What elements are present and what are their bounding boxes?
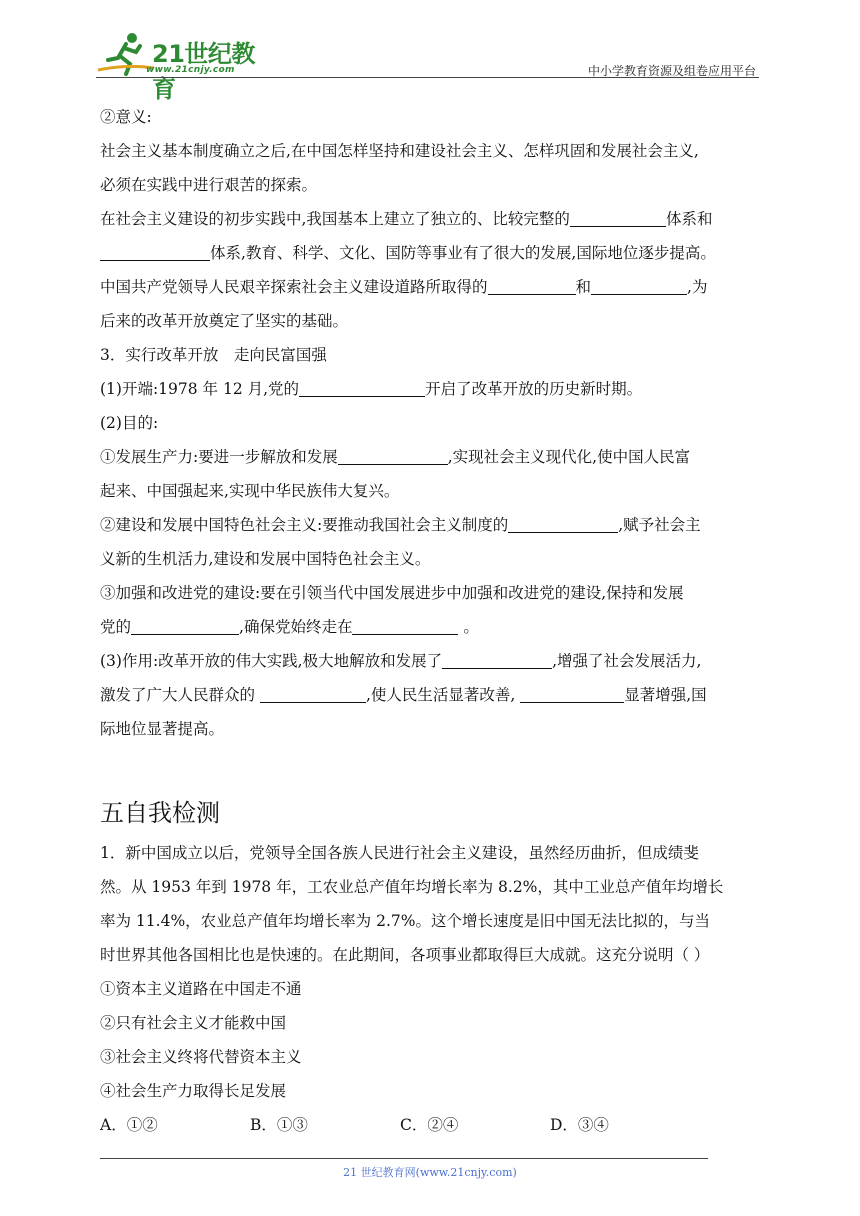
answer-options	[100, 1108, 770, 1142]
fill-blank	[131, 617, 239, 635]
text-line	[100, 406, 760, 440]
text-segment: 显著增强,国	[624, 686, 707, 704]
fill-blank	[570, 209, 666, 227]
text-segment: 必须在实践中进行艰苦的探索。	[100, 176, 318, 194]
page-header	[96, 30, 758, 103]
footer-divider	[100, 1158, 708, 1159]
text-line	[100, 134, 760, 168]
fill-blank	[591, 277, 687, 295]
text-line	[100, 610, 760, 644]
text-segment: 体系和	[665, 210, 713, 228]
fill-blank	[520, 685, 624, 703]
fill-blank	[488, 277, 576, 295]
text-line	[100, 168, 760, 202]
answer-option[interactable]: A．①②	[100, 1116, 158, 1134]
text-line	[100, 202, 760, 236]
text-segment: ,使人民生活显著改善,	[365, 686, 521, 704]
text-segment: 社会主义基本制度确立之后,在中国怎样坚持和建设社会主义、怎样巩固和发展社会主义,	[100, 142, 699, 160]
text-line	[100, 338, 760, 372]
fill-blank	[442, 651, 552, 669]
text-segment: ,确保党始终走在	[239, 618, 353, 636]
text-segment: 起来、中国强起来,实现中华民族伟大复兴。	[100, 482, 400, 500]
fill-blank	[299, 379, 425, 397]
body-text	[100, 100, 760, 746]
text-segment: (3)作用:改革开放的伟大实践,极大地解放和发展了	[100, 652, 443, 670]
fill-blank	[352, 617, 458, 635]
text-segment: 在社会主义建设的初步实践中,我国基本上建立了独立的、比较完整的	[100, 210, 570, 228]
text-line	[100, 100, 760, 134]
answer-option[interactable]: D．③④	[550, 1116, 609, 1134]
text-segment: ②意义:	[100, 108, 152, 126]
text-segment: 际地位显著提高。	[100, 720, 225, 738]
text-line	[100, 440, 760, 474]
text-segment: ,实现社会主义现代化,使中国人民富	[447, 448, 691, 466]
section-title: 五自我检测	[100, 799, 220, 827]
text-segment: 义新的生机活力,建设和发展中国特色社会主义。	[100, 550, 431, 568]
text-segment: 中国共产党领导人民艰辛探索社会主义建设道路所取得的	[100, 278, 488, 296]
fill-blank	[508, 515, 618, 533]
text-line	[100, 474, 760, 508]
text-segment: 体系,教育、科学、文化、国防等事业有了很大的发展,国际地位逐步提高。	[210, 244, 716, 262]
text-segment: 和	[575, 278, 592, 296]
text-line	[100, 372, 760, 406]
text-segment: ,为	[687, 278, 708, 296]
logo-url: www.21cnjy.com	[146, 65, 235, 75]
question-stem-line: 然。从 1953 年到 1978 年，工农业总产值年均增长率为 8.2%，其中工业总产值年均增长	[100, 878, 724, 896]
fill-blank	[338, 447, 448, 465]
footer-text: 21 世纪教育网(www.21cnjy.com)	[343, 1166, 517, 1179]
text-segment: 。	[458, 618, 479, 636]
question-stem-line: 1．新中国成立以后，党领导全国各族人民进行社会主义建设，虽然经历曲折，但成绩斐	[100, 844, 699, 862]
answer-option[interactable]: B．①③	[250, 1116, 308, 1134]
text-line	[100, 712, 760, 746]
logo-text: 21世纪教育	[152, 40, 255, 103]
text-segment: ,赋予社会主	[618, 516, 701, 534]
text-line	[100, 644, 760, 678]
text-segment: ,增强了社会发展活力,	[552, 652, 702, 670]
text-line	[100, 576, 760, 610]
question-stem-line: 率为 11.4%，农业总产值年均增长率为 2.7%。这个增长速度是旧中国无法比拟的，与当	[100, 912, 710, 930]
text-segment: (1)开端:1978 年 12 月,党的	[100, 380, 300, 398]
text-segment: 开启了改革开放的历史新时期。	[425, 380, 643, 398]
text-line	[100, 304, 760, 338]
statement-item: ③社会主义终将代替资本主义	[100, 1048, 302, 1066]
text-line	[100, 678, 760, 712]
text-line	[100, 508, 760, 542]
text-segment: 3．实行改革开放 走向民富国强	[100, 346, 327, 364]
text-line	[100, 542, 760, 576]
text-segment: (2)目的:	[100, 414, 159, 432]
fill-blank	[260, 685, 366, 703]
answer-option[interactable]: C．②④	[400, 1116, 459, 1134]
text-line	[100, 270, 760, 304]
text-line	[100, 236, 760, 270]
quiz-question	[100, 836, 770, 1142]
question-stem-line: 时世界其他各国相比也是快速的。在此期间，各项事业都取得巨大成就。这充分说明（ ）	[100, 946, 710, 964]
fill-blank	[100, 243, 210, 261]
text-segment: 后来的改革开放奠定了坚实的基础。	[100, 312, 349, 330]
logo	[96, 30, 276, 103]
statement-item: ①资本主义道路在中国走不通	[100, 980, 302, 998]
text-segment: ②建设和发展中国特色社会主义:要推动我国社会主义制度的	[100, 516, 509, 534]
statement-item: ④社会生产力取得长足发展	[100, 1082, 287, 1100]
statement-item: ②只有社会主义才能救中国	[100, 1014, 287, 1032]
header-divider	[96, 77, 759, 78]
platform-name: 中小学教育资源及组卷应用平台	[587, 64, 756, 78]
text-segment: ①发展生产力:要进一步解放和发展	[100, 448, 338, 466]
text-segment: 激发了广大人民群众的	[100, 686, 260, 704]
text-segment: 党的	[100, 618, 132, 636]
text-segment: ③加强和改进党的建设:要在引领当代中国发展进步中加强和改进党的建设,保持和发展	[100, 584, 684, 602]
